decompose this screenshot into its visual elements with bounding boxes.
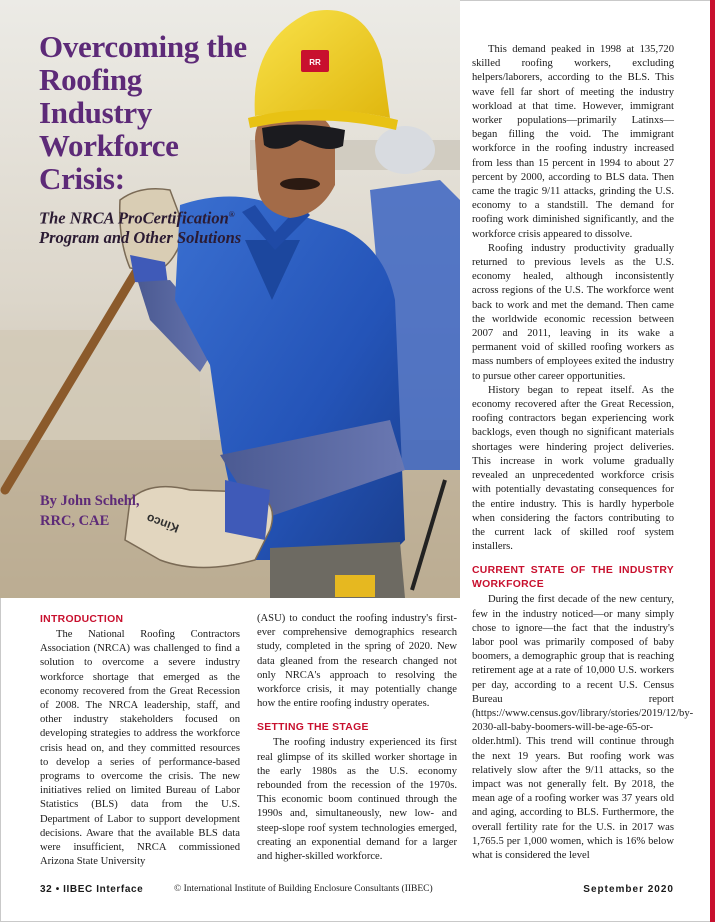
- heading-introduction: INTRODUCTION: [40, 614, 124, 625]
- byline-credentials: RRC, CAE: [40, 513, 110, 529]
- column-left: [40, 612, 240, 869]
- paragraph: This demand peaked in 1998 at 135,720 skilled roofing workers, excluding helpers/laborers, according to the BLS. This wave fell far short of meeting the industry workload at that time. However, immigrant worker populations—primarily Latinxs—began filling the void. The immigrant workforce in the roofing industry increased from less than 15 percent in 1994 to about 27 percent by 2000, according to BLS data. Then came the tragic 9/11 attacks, grinding the U.S. economy to a standstill. The demand for roofing work diminished significantly, and the workforce crisis appeared to dissolve.: [472, 44, 674, 240]
- subtitle-text: The NRCA ProCertification: [39, 208, 229, 228]
- column-right: [472, 43, 694, 863]
- byline: [40, 491, 160, 531]
- heading-current-state: CURRENT STATE OF THE INDUSTRY WORKFORCE: [472, 565, 674, 591]
- glove-brand-text: Kinco: [144, 511, 181, 536]
- paragraph: (ASU) to conduct the roofing industry's first-ever comprehensive demographics research study, completed in the spring of 2020. New data gleaned from the research changed not only NRCA's approach to resolving the workforce crisis, it may potentially change how the entire roofing industry operates.: [257, 613, 457, 710]
- column-middle: [257, 612, 457, 864]
- article-title: Overcoming the Roofing Industry Workforce Crisis:: [39, 29, 247, 196]
- paragraph: History began to repeat itself. As the economy recovered after the Great Recession, roofing contractors began experiencing work backlogs, even though no significant materials shortages were hindering project deliveries. This increase in work volume gradually revealed an unprecedented workforce crisis with potentially devastating consequences for the entire industry. This is hardly hyperbole when considering the factors contributing to the current lack of skilled roof system installers.: [472, 384, 674, 553]
- byline-author: By John Schehl,: [40, 493, 140, 509]
- article-subtitle: [39, 205, 254, 247]
- paragraph: The National Roofing Contractors Association (NRCA) was challenged to find a solution to overcome a severe industry workforce shortage that emerged as the economy recovered from the Great Recession of 2008. The NRCA leadership, staff, and other industry stakeholders focused on developing strategies to address the workforce crisis head on, and they committed resources to develop a series of performance-based programs to overcome the crisis. The new initiatives relied on limited Bureau of Labor Statistics (BLS) data from the U.S. Department of Labor to support development decisions. Aware that the available BLS data were insufficient, NRCA commissioned Arizona State University: [40, 629, 240, 868]
- heading-setting-the-stage: SETTING THE STAGE: [257, 722, 369, 734]
- edge-accent-rule: [710, 0, 715, 922]
- paragraph: During the first decade of the new century, few in the industry noticed—or many simply chose to ignore—the fact that the industry's labor pool was primarily composed of baby boomers, a demographic group that is reaching retirement age at a rate of 10,000 U.S. workers per day, according to a recent U.S. Census Bureau report (https://www.census.gov/library/stories/2019/12/by-2030-all-baby-boomers-will-be-age-65-or-older.html). This trend will continue through the next 19 years. But roofing work was relatively slow after the 9/11 attacks, so the impact was not generally felt. By 2018, the mean age of a roofing worker was 37 years old and aging, according to BLS. Furthermore, the overall fertility rate for the U.S. in 2017 was 1,765.5 per 1,000 women, which is 16% below what is considered the level: [472, 594, 694, 861]
- issue-date: September 2020: [583, 884, 674, 895]
- title-block: [39, 30, 254, 247]
- hero-photo: [0, 0, 460, 598]
- page-folio: 32 • IIBEC Interface: [40, 884, 144, 895]
- copyright-notice: © International Institute of Building Enclosure Consultants (IIBEC): [174, 884, 433, 894]
- paragraph: Roofing industry productivity gradually returned to previous levels as the U.S. economy healed, although inconsistently across regions of the U.S. The workforce went back to work and met the demand. Then came the worldwide economic recession between 2007 and 2011, leaving in its wake a permanent void of skilled roofing workers as mass numbers of employees exited the industry to pursue other career opportunities.: [472, 242, 674, 382]
- helmet-badge: RR: [309, 58, 321, 67]
- page-footer: [40, 884, 674, 898]
- paragraph: The roofing industry experienced its first real glimpse of its skilled worker shortage in the early 1980s as the U.S. economy rebounded from the recession of the 1970s. This economic boom continued through the 1990s and, simultaneously, new low- and steep-slope roof system technologies emerged, creating an exponential demand for a larger and higher-skilled workforce.: [257, 737, 457, 863]
- subtitle-text-rest: Program and Other Solutions: [39, 227, 242, 247]
- registered-mark: ®: [228, 210, 235, 219]
